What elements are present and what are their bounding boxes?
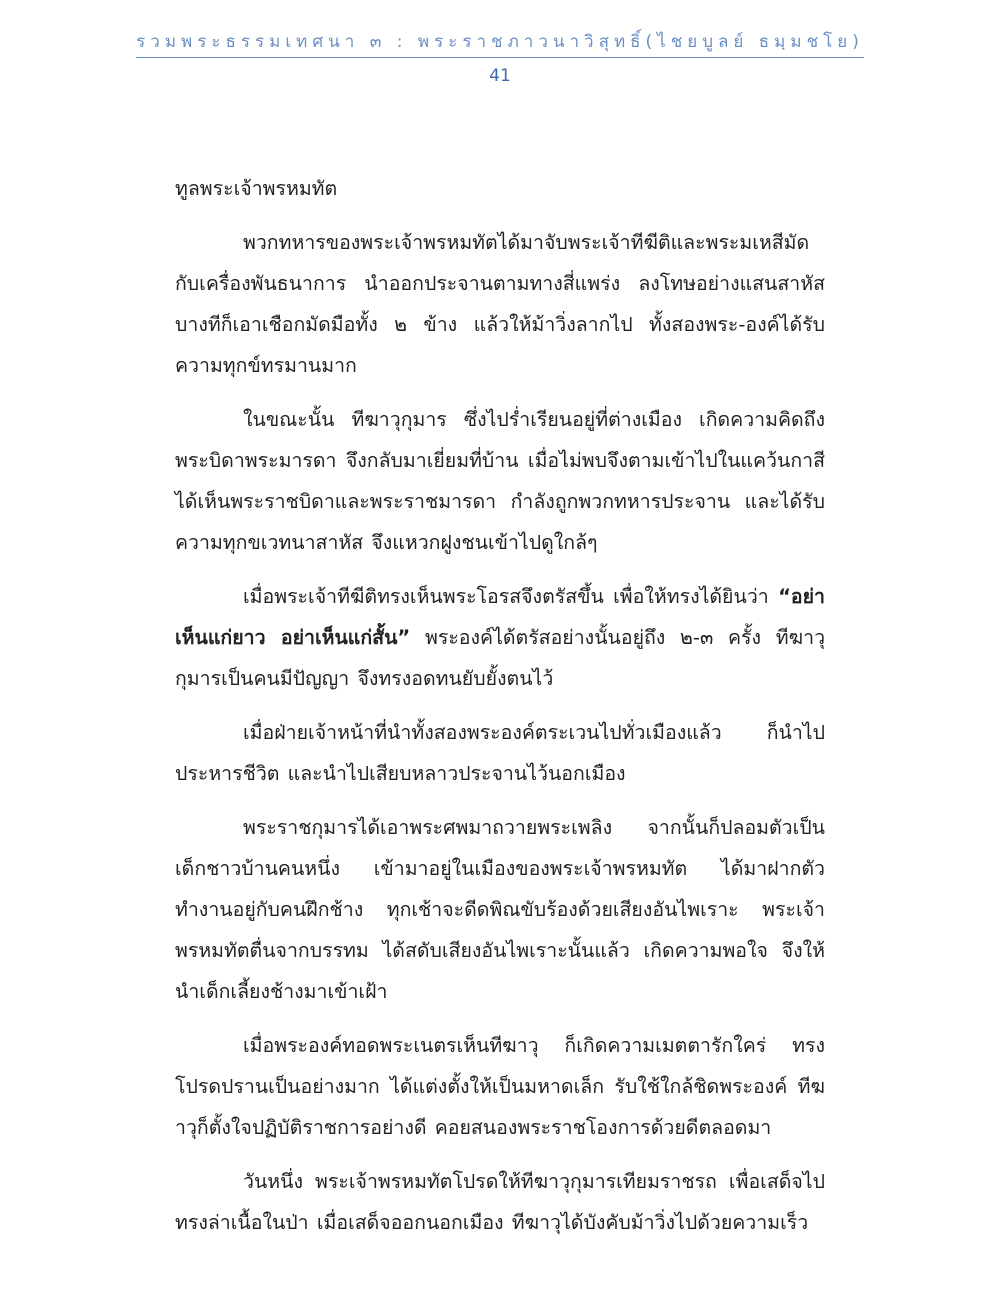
paragraph-cremation: พระราชกุมารได้เอาพระศพมาถวายพระเพลิง จากนั้นก็ปลอมตัวเป็นเด็กชาวบ้านคนหนึ่ง เข้ามาอยู่ในเมืองของพระเจ้าพรหมทัต ได้มาฝากตัวทำงานอยู่กับคนฝึกช้าง ทุกเช้าจะดีดพิณขับร้องด้วยเสียงอันไพเราะ พระเจ้าพรหมทัตตื่นจากบรรทม ได้สดับเสียงอันไพเราะนั้นแล้ว เกิดความพอใจ จึงให้นำเด็กเลี้ยงช้างมาเข้าเฝ้า [175,816,825,1003]
paragraph-king-speaks [175,576,825,699]
page-number: 41 [489,66,511,86]
paragraph-hunt: วันหนึ่ง พระเจ้าพรหมทัตโปรดให้ทีฆาวุกุมารเทียมราชรถ เพื่อเสด็จไปทรงล่าเนื้อในป่า เมื่อเสด็จออกนอกเมือง ทีฆาวุได้บังคับม้าวิ่งไปด้วยความเร็ว [175,1170,825,1234]
page-header [0,28,1000,86]
running-header-title: รวมพระธรรมเทศนา ๓ : พระราชภาวนาวิสุทธิ์(ไชยบูลย์ ธมฺมชโย) [136,28,864,58]
paragraph-prince-returns: ในขณะนั้น ทีฆาวุกุมาร ซึ่งไปร่ำเรียนอยู่ที่ต่างเมือง เกิดความคิดถึงพระบิดาพระมารดา จึงกลับมาเยี่ยมที่บ้าน เมื่อไม่พบจึงตามเข้าไปในแคว้นกาสี ได้เห็นพระราชบิดาและพระราชมารดา กำลังถูกพวกทหารประจาน และได้รับความทุกขเวทนาสาหัส จึงแหวกฝูงชนเข้าไปดูใกล้ๆ [175,408,825,554]
paragraph-execution: เมื่อฝ่ายเจ้าหน้าที่นำทั้งสองพระองค์ตระเวนไปทั่วเมืองแล้ว ก็นำไปประหารชีวิต และนำไปเสียบหลาวประจานไว้นอกเมือง [175,721,825,785]
paragraph-soldiers: พวกทหารของพระเจ้าพรหมทัตได้มาจับพระเจ้าทีฆีติและพระมเหสีมัดกับเครื่องพันธนาการ นำออกประจานตามทางสี่แพร่ง ลงโทษอย่างแสนสาหัส บางทีก็เอาเชือกมัดมือทั้ง ๒ ข้าง แล้วให้ม้าวิ่งลากไป ทั้งสองพระ-องค์ได้รับความทุกข์ทรมานมาก [175,231,825,377]
page-body [175,168,825,1256]
bold-quote: “อย่าเห็นแก่ยาว อย่าเห็นแก่สั้น” [175,585,825,649]
paragraph-king-speaks-lead: เมื่อพระเจ้าทีฆีติทรงเห็นพระโอรสจึงตรัสขึ้น เพื่อให้ทรงได้ยินว่า [243,585,769,608]
paragraph-continuation: ทูลพระเจ้าพรหมทัต [175,177,338,200]
paragraph-favor: เมื่อพระองค์ทอดพระเนตรเห็นทีฆาวุ ก็เกิดความเมตตารักใคร่ ทรงโปรดปรานเป็นอย่างมาก ได้แต่งตั้งให้เป็นมหาดเล็ก รับใช้ใกล้ชิดพระองค์ ทีฆาวุก็ตั้งใจปฏิบัติราชการอย่างดี คอยสนองพระราชโองการด้วยดีตลอดมา [175,1034,825,1139]
paragraph-king-speaks-tail: พระองค์ได้ตรัสอย่างนั้นอยู่ถึง ๒-๓ ครั้ง ทีฆาวุกุมารเป็นคนมีปัญญา จึงทรงอดทนยับยั้งตนไว้ [175,626,826,690]
